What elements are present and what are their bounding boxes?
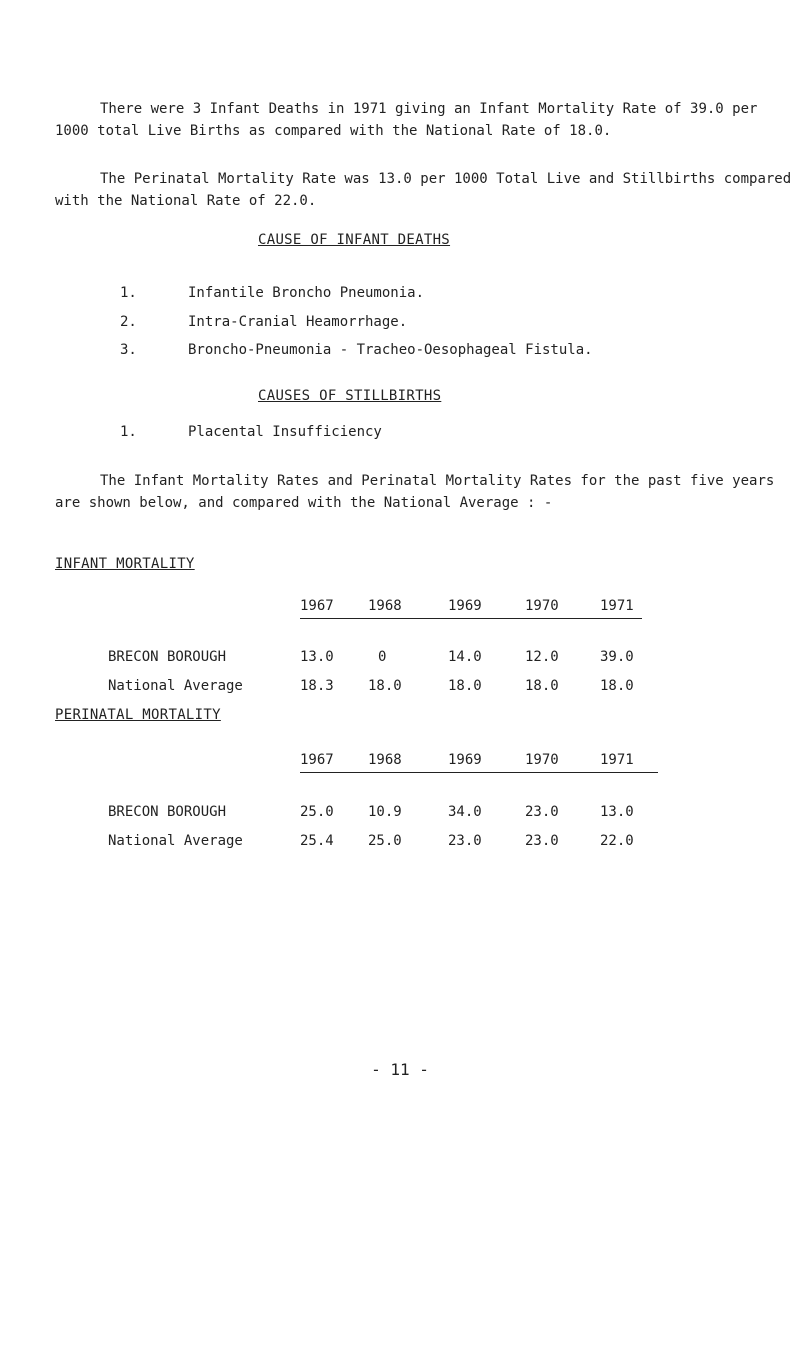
intro-paragraph-2: The Perinatal Mortality Rate was 13.0 per 1000 Total Live and Stillbirths compared with the National Rate of 22.0. (55, 171, 792, 209)
year-header: 1970 (525, 752, 559, 768)
table-cell: 23.0 (448, 833, 482, 849)
header-rule (300, 618, 642, 619)
perinatal-mortality-title: PERINATAL MORTALITY (55, 707, 221, 723)
intro-paragraph-1: There were 3 Infant Deaths in 1971 giving an Infant Mortality Rate of 39.0 per 1000 total Live Births as compared with the National Rate of 18.0. (55, 101, 758, 139)
row-label: National Average (108, 833, 243, 849)
table-cell: 23.0 (525, 833, 559, 849)
table-cell: 22.0 (600, 833, 634, 849)
row-label: BRECON BOROUGH (108, 649, 227, 665)
stillbirths-heading: CAUSES OF STILLBIRTHS (258, 388, 442, 404)
table-cell: 25.0 (300, 804, 334, 820)
infant-mortality-title: INFANT MORTALITY (55, 556, 195, 572)
item-number: 3. (120, 342, 137, 358)
table-cell: 25.4 (300, 833, 334, 849)
year-header: 1971 (600, 598, 634, 614)
page-number: - 11 - (371, 1060, 429, 1079)
table-cell: 18.0 (525, 678, 559, 694)
table-cell: 23.0 (525, 804, 559, 820)
table-cell: 39.0 (600, 649, 634, 665)
year-header: 1969 (448, 598, 482, 614)
table-cell: 18.3 (300, 678, 334, 694)
year-header: 1969 (448, 752, 482, 768)
table-cell: 25.0 (368, 833, 402, 849)
year-header: 1967 (300, 752, 334, 768)
row-label: National Average (108, 678, 243, 694)
table-cell: 10.9 (368, 804, 402, 820)
year-header: 1971 (600, 752, 634, 768)
table-cell: 18.0 (368, 678, 402, 694)
table-cell: 0 (378, 649, 387, 665)
table-cell: 13.0 (300, 649, 334, 665)
table-cell: 34.0 (448, 804, 482, 820)
year-header: 1968 (368, 752, 402, 768)
table-cell: 18.0 (448, 678, 482, 694)
item-number: 2. (120, 314, 137, 330)
item-number: 1. (120, 424, 137, 440)
table-cell: 13.0 (600, 804, 634, 820)
item-text: Broncho-Pneumonia - Tracheo-Oesophageal Fistula. (188, 342, 593, 358)
year-header: 1968 (368, 598, 402, 614)
infant-deaths-heading: CAUSE OF INFANT DEATHS (258, 232, 451, 248)
row-label: BRECON BOROUGH (108, 804, 227, 820)
year-header: 1970 (525, 598, 559, 614)
header-rule (300, 772, 658, 773)
item-text: Intra-Cranial Heamorrhage. (188, 314, 408, 330)
item-text: Infantile Broncho Pneumonia. (188, 285, 425, 301)
item-number: 1. (120, 285, 137, 301)
table-cell: 12.0 (525, 649, 559, 665)
table-cell: 14.0 (448, 649, 482, 665)
year-header: 1967 (300, 598, 334, 614)
table-cell: 18.0 (600, 678, 634, 694)
item-text: Placental Insufficiency (188, 424, 382, 440)
comparison-paragraph: The Infant Mortality Rates and Perinatal Mortality Rates for the past five years are shown below, and compared with the National Average : - (55, 473, 775, 511)
